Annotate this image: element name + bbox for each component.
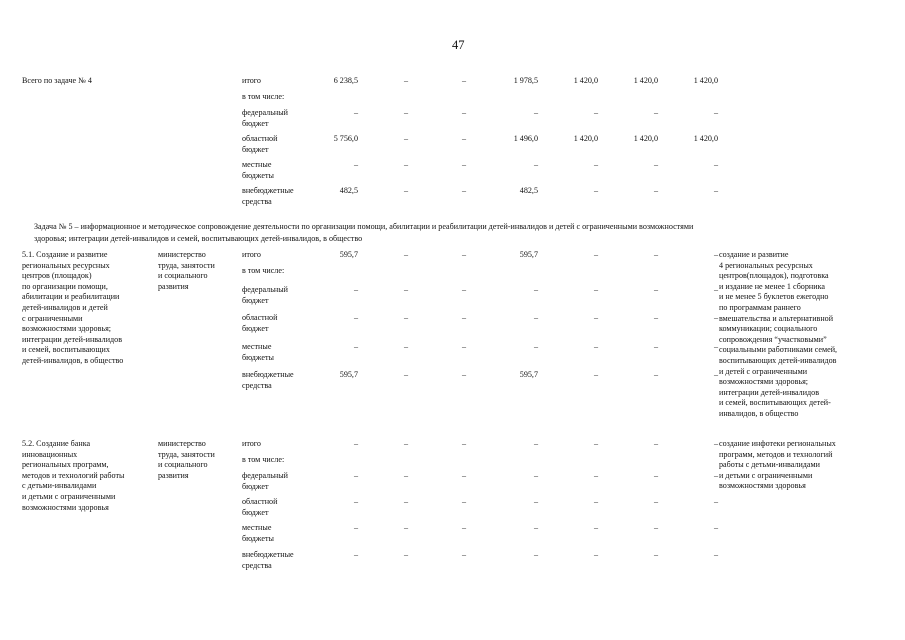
funding-value-cell: – xyxy=(353,285,358,294)
funding-source-label: местные бюджеты xyxy=(242,342,274,362)
item-5-1-result: создание и развитие 4 региональных ресурсных центров(площадок), подготовка и издание не менее 1 сборника и не менее 5 буклетов ежегодно по программам раннего вмешательства и альтернативной коммуникации; социального сопровождения “участковыми” социальными работниками семей, воспитывающих детей-инвалидов и детей с ограниченными возможностями здоровья; интеграции детей-инвалидов и семей, воспитывающих детей- инвалидов, в общество xyxy=(719,250,838,418)
funding-value-cell: – xyxy=(713,313,718,322)
funding-value-cell: – xyxy=(713,250,718,259)
funding-value-cell: – xyxy=(461,471,466,480)
funding-value-cell: – xyxy=(353,108,358,117)
funding-value-cell: – xyxy=(593,108,598,117)
funding-source-label: в том числе: xyxy=(242,92,285,101)
funding-value-cell: – xyxy=(713,160,718,169)
funding-value-cell: – xyxy=(593,523,598,532)
task5-title: Задача № 5 – информационное и методическое сопровождение деятельности по организации помощи, абилитации и реабилитации детей-инвалидов и детей с ограниченными возможностями здоровья; интеграции детей-инвалидов и семей, воспитывающих детей-инвалидов, в общество xyxy=(34,222,694,243)
funding-value-cell: – xyxy=(653,523,658,532)
funding-value-cell: – xyxy=(403,250,408,259)
funding-value-cell: – xyxy=(533,471,538,480)
funding-value-cell: – xyxy=(533,523,538,532)
funding-value-cell: – xyxy=(533,550,538,559)
funding-value-cell: – xyxy=(461,76,466,85)
funding-value-cell: – xyxy=(461,108,466,117)
funding-value-cell: 482,5 xyxy=(339,186,358,195)
funding-value-cell: – xyxy=(403,134,408,143)
funding-value-cell: – xyxy=(653,186,658,195)
funding-value-cell: – xyxy=(593,439,598,448)
funding-value-cell: – xyxy=(593,370,598,379)
funding-source-label: в том числе: xyxy=(242,455,285,464)
funding-value-cell: – xyxy=(653,313,658,322)
funding-value-cell: – xyxy=(533,439,538,448)
funding-source-label: внебюджетные средства xyxy=(242,370,294,390)
funding-value-cell: 1 420,0 xyxy=(633,134,658,143)
funding-source-label: итого xyxy=(242,250,261,259)
funding-value-cell: – xyxy=(461,342,466,351)
funding-value-cell: – xyxy=(713,342,718,351)
funding-value-cell: 595,7 xyxy=(339,370,358,379)
funding-source-label: областной бюджет xyxy=(242,134,278,154)
funding-value-cell: – xyxy=(461,250,466,259)
funding-value-cell: – xyxy=(461,439,466,448)
funding-value-cell: 1 420,0 xyxy=(693,76,718,85)
funding-source-label: внебюджетные средства xyxy=(242,186,294,206)
funding-value-cell: – xyxy=(461,313,466,322)
funding-value-cell: – xyxy=(461,370,466,379)
funding-value-cell: – xyxy=(403,370,408,379)
funding-value-cell: – xyxy=(653,439,658,448)
funding-value-cell: – xyxy=(533,108,538,117)
funding-value-cell: 1 420,0 xyxy=(693,134,718,143)
funding-value-cell: 1 420,0 xyxy=(633,76,658,85)
funding-value-cell: – xyxy=(593,313,598,322)
funding-value-cell: – xyxy=(353,471,358,480)
funding-value-cell: 1 978,5 xyxy=(513,76,538,85)
funding-value-cell: – xyxy=(713,523,718,532)
funding-value-cell: – xyxy=(593,285,598,294)
funding-value-cell: – xyxy=(403,497,408,506)
funding-value-cell: – xyxy=(593,497,598,506)
funding-value-cell: 6 238,5 xyxy=(333,76,358,85)
funding-value-cell: 1 420,0 xyxy=(573,134,598,143)
funding-value-cell: – xyxy=(653,342,658,351)
funding-value-cell: – xyxy=(403,313,408,322)
funding-value-cell: – xyxy=(403,550,408,559)
funding-value-cell: – xyxy=(713,370,718,379)
funding-value-cell: – xyxy=(403,523,408,532)
funding-value-cell: – xyxy=(461,523,466,532)
funding-value-cell: – xyxy=(353,342,358,351)
funding-value-cell: – xyxy=(353,550,358,559)
funding-source-label: местные бюджеты xyxy=(242,160,274,180)
funding-value-cell: 5 756,0 xyxy=(333,134,358,143)
funding-value-cell: – xyxy=(593,186,598,195)
funding-value-cell: – xyxy=(461,134,466,143)
funding-source-label: внебюджетные средства xyxy=(242,550,294,570)
funding-value-cell: – xyxy=(533,497,538,506)
page-number: 47 xyxy=(452,38,465,52)
funding-value-cell: – xyxy=(533,160,538,169)
funding-value-cell: – xyxy=(653,497,658,506)
funding-value-cell: 595,7 xyxy=(339,250,358,259)
funding-value-cell: – xyxy=(461,497,466,506)
item-5-2-name: 5.2. Создание банка инновационных региональных программ, методов и технологий работы с детьми-инвалидами и детьми с ограниченными возможностями здоровья xyxy=(22,439,125,512)
funding-value-cell: – xyxy=(653,471,658,480)
funding-value-cell: – xyxy=(593,550,598,559)
funding-value-cell: 595,7 xyxy=(519,250,538,259)
funding-value-cell: – xyxy=(461,550,466,559)
funding-value-cell: – xyxy=(593,342,598,351)
funding-source-label: федеральный бюджет xyxy=(242,471,288,491)
funding-value-cell: – xyxy=(533,313,538,322)
funding-value-cell: – xyxy=(353,523,358,532)
funding-value-cell: – xyxy=(653,108,658,117)
funding-value-cell: – xyxy=(713,497,718,506)
funding-value-cell: – xyxy=(403,439,408,448)
funding-value-cell: – xyxy=(593,160,598,169)
funding-source-label: итого xyxy=(242,439,261,448)
funding-value-cell: – xyxy=(461,160,466,169)
funding-value-cell: – xyxy=(653,370,658,379)
funding-value-cell: – xyxy=(403,342,408,351)
funding-value-cell: – xyxy=(353,313,358,322)
funding-value-cell: – xyxy=(403,108,408,117)
funding-value-cell: – xyxy=(353,497,358,506)
funding-value-cell: – xyxy=(713,439,718,448)
funding-value-cell: – xyxy=(653,550,658,559)
funding-value-cell: – xyxy=(713,471,718,480)
funding-value-cell: – xyxy=(403,285,408,294)
funding-source-label: местные бюджеты xyxy=(242,523,274,543)
funding-value-cell: – xyxy=(403,160,408,169)
funding-value-cell: – xyxy=(593,250,598,259)
funding-value-cell: – xyxy=(533,342,538,351)
funding-value-cell: – xyxy=(713,550,718,559)
funding-source-label: областной бюджет xyxy=(242,313,278,333)
item-5-2-executor: министерство труда, занятости и социального развития xyxy=(158,439,215,480)
funding-value-cell: 482,5 xyxy=(519,186,538,195)
funding-value-cell: 1 420,0 xyxy=(573,76,598,85)
funding-source-label: областной бюджет xyxy=(242,497,278,517)
funding-source-label: федеральный бюджет xyxy=(242,285,288,305)
funding-value-cell: – xyxy=(353,439,358,448)
funding-value-cell: – xyxy=(403,471,408,480)
funding-value-cell: 595,7 xyxy=(519,370,538,379)
funding-value-cell: – xyxy=(461,285,466,294)
funding-value-cell: – xyxy=(713,285,718,294)
item-5-1-executor: министерство труда, занятости и социального развития xyxy=(158,250,215,291)
funding-value-cell: – xyxy=(403,186,408,195)
item-5-2-result: создание инфотеки региональных программ, методов и технологий работы с детьми-инвалидами и детьми с ограниченными возможностями здоровья xyxy=(719,439,836,491)
funding-value-cell: – xyxy=(533,285,538,294)
item-5-1-name: 5.1. Создание и развитие региональных ресурсных центров (площадок) по организации помощи, абилитации и реабилитации детей-инвалидов и детей с ограниченными возможностями здоровья; интеграции детей-инвалидов и семей, воспитывающих детей-инвалидов, в общество xyxy=(22,250,124,365)
funding-value-cell: – xyxy=(653,285,658,294)
funding-value-cell: 1 496,0 xyxy=(513,134,538,143)
funding-value-cell: – xyxy=(713,186,718,195)
funding-value-cell: – xyxy=(353,160,358,169)
task4-total-label: Всего по задаче № 4 xyxy=(22,76,92,85)
funding-value-cell: – xyxy=(593,471,598,480)
funding-value-cell: – xyxy=(653,160,658,169)
funding-value-cell: – xyxy=(713,108,718,117)
funding-source-label: итого xyxy=(242,76,261,85)
funding-value-cell: – xyxy=(403,76,408,85)
funding-value-cell: – xyxy=(461,186,466,195)
funding-source-label: федеральный бюджет xyxy=(242,108,288,128)
funding-value-cell: – xyxy=(653,250,658,259)
funding-source-label: в том числе: xyxy=(242,266,285,275)
